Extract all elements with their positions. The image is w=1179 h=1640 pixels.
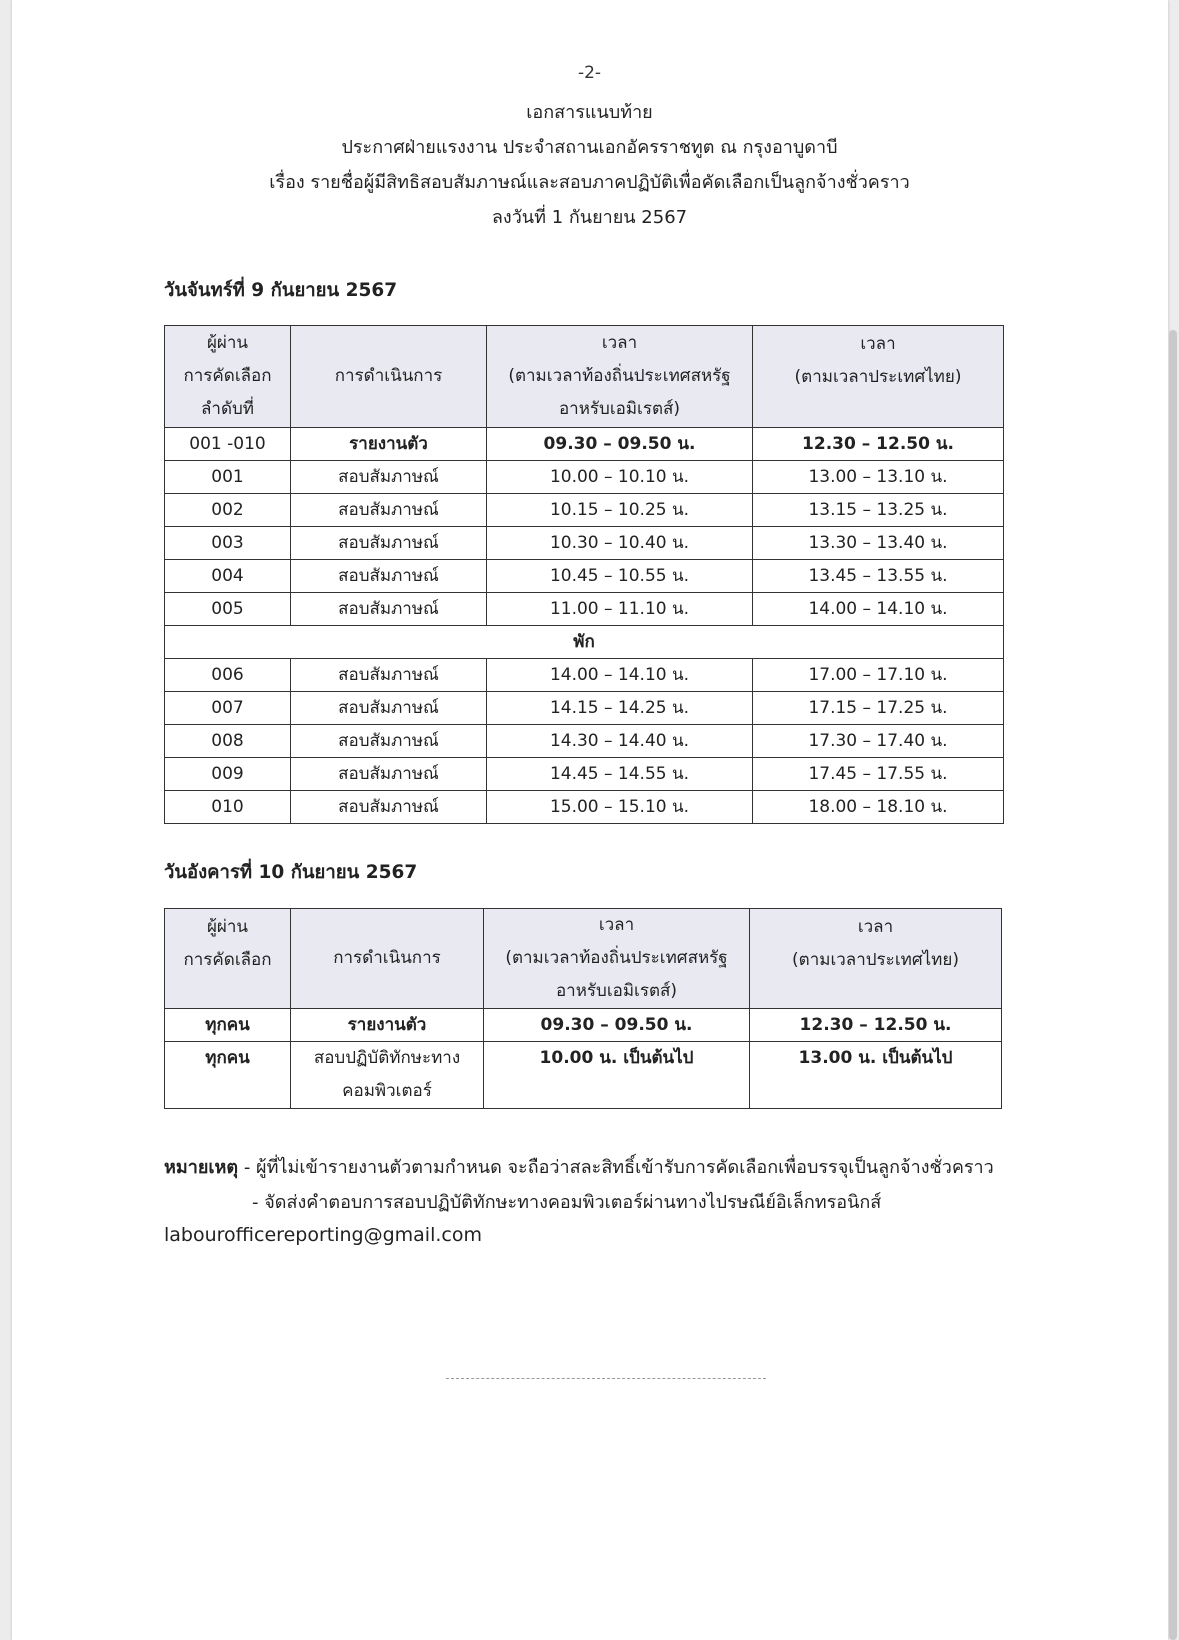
cell-local: 10.15 – 10.25 น. [487, 494, 753, 527]
cell-no: ทุกคน [165, 1009, 291, 1042]
table-row [165, 791, 1004, 824]
cell-thai: 13.30 – 13.40 น. [753, 527, 1004, 560]
note-text-1: - ผู้ที่ไม่เข้ารายงานตัวตามกำหนด จะถือว่าสละสิทธิ์เข้ารับการคัดเลือกเพื่อบรรจุเป็นลูกจ้างชั่วคราว [238, 1157, 994, 1178]
col-header-thai-time: เวลา (ตามเวลาประเทศไทย) [753, 326, 1004, 428]
cell-thai: 17.45 – 17.55 น. [753, 758, 1004, 791]
cell-action: สอบสัมภาษณ์ [291, 461, 487, 494]
email-address: labourofficereporting@gmail.com [164, 1224, 482, 1246]
col-header-candidate: ผู้ผ่าน การคัดเลือก [165, 909, 291, 1009]
day2-title: วันอังคารที่ 10 กันยายน 2567 [164, 862, 418, 883]
col-header-action: การดำเนินการ [291, 326, 487, 428]
cell-no: 005 [165, 593, 291, 626]
table-row [165, 461, 1004, 494]
cell-thai: 12.30 – 12.50 น. [750, 1009, 1002, 1042]
table-row [165, 758, 1004, 791]
day2-schedule-table [164, 908, 1002, 1109]
cell-thai: 13.00 น. เป็นต้นไป [750, 1042, 1002, 1109]
cell-action: สอบปฏิบัติทักษะทาง คอมพิวเตอร์ [291, 1042, 484, 1109]
cell-local: 10.00 – 10.10 น. [487, 461, 753, 494]
end-divider [446, 1378, 766, 1379]
cell-action: สอบสัมภาษณ์ [291, 494, 487, 527]
note-line-1 [164, 1152, 994, 1181]
cell-no: ทุกคน [165, 1042, 291, 1109]
cell-thai: 17.00 – 17.10 น. [753, 659, 1004, 692]
note-line-2: - จัดส่งคำตอบการสอบปฏิบัติทักษะทางคอมพิวเตอร์ผ่านทางไปรษณีย์อิเล็กทรอนิกส์ [252, 1192, 882, 1213]
page-number: -2- [577, 63, 602, 83]
cell-thai: 17.15 – 17.25 น. [753, 692, 1004, 725]
cell-local: 14.45 – 14.55 น. [487, 758, 753, 791]
cell-local: 15.00 – 15.10 น. [487, 791, 753, 824]
cell-thai: 13.15 – 13.25 น. [753, 494, 1004, 527]
cell-action: สอบสัมภาษณ์ [291, 560, 487, 593]
header-line-1: เอกสารแนบท้าย [526, 102, 653, 123]
cell-no: 002 [165, 494, 291, 527]
cell-no: 006 [165, 659, 291, 692]
cell-local: 14.30 – 14.40 น. [487, 725, 753, 758]
col-header-thai-time: เวลา (ตามเวลาประเทศไทย) [750, 909, 1002, 1009]
cell-local: 10.45 – 10.55 น. [487, 560, 753, 593]
table-row [165, 725, 1004, 758]
cell-no: 010 [165, 791, 291, 824]
cell-local: 14.00 – 14.10 น. [487, 659, 753, 692]
scrollbar[interactable] [1169, 330, 1177, 1640]
note-label: หมายเหตุ [164, 1157, 239, 1178]
table-row [165, 659, 1004, 692]
day1-schedule-table [164, 325, 1004, 824]
table-row [165, 527, 1004, 560]
cell-no: 003 [165, 527, 291, 560]
cell-action: สอบสัมภาษณ์ [291, 527, 487, 560]
col-header-local-time: เวลา (ตามเวลาท้องถิ่นประเทศสหรัฐ อาหรับเอมิเรตส์) [487, 326, 753, 428]
cell-action: รายงานตัว [291, 428, 487, 461]
header-line-3: เรื่อง รายชื่อผู้มีสิทธิสอบสัมภาษณ์และสอบภาคปฏิบัติเพื่อคัดเลือกเป็นลูกจ้างชั่วคราว [269, 172, 910, 193]
table-row [165, 1042, 1002, 1109]
cell-action: สอบสัมภาษณ์ [291, 758, 487, 791]
cell-local: 11.00 – 11.10 น. [487, 593, 753, 626]
cell-action: สอบสัมภาษณ์ [291, 659, 487, 692]
cell-local: 10.30 – 10.40 น. [487, 527, 753, 560]
cell-no: 001 -010 [165, 428, 291, 461]
cell-no: 001 [165, 461, 291, 494]
header-line-4: ลงวันที่ 1 กันยายน 2567 [491, 207, 688, 228]
table-row [165, 593, 1004, 626]
cell-no: 007 [165, 692, 291, 725]
cell-action: สอบสัมภาษณ์ [291, 593, 487, 626]
col-header-action: การดำเนินการ [291, 909, 484, 1009]
cell-thai: 13.00 – 13.10 น. [753, 461, 1004, 494]
cell-local: 14.15 – 14.25 น. [487, 692, 753, 725]
table-row [165, 692, 1004, 725]
table-row [165, 1009, 1002, 1042]
break-label: พัก [165, 626, 1004, 659]
col-header-candidate: ผู้ผ่าน การคัดเลือก ลำดับที่ [165, 326, 291, 428]
day1-title: วันจันทร์ที่ 9 กันยายน 2567 [164, 280, 398, 301]
cell-local: 10.00 น. เป็นต้นไป [484, 1042, 750, 1109]
cell-thai: 17.30 – 17.40 น. [753, 725, 1004, 758]
table-row [165, 428, 1004, 461]
cell-action: รายงานตัว [291, 1009, 484, 1042]
col-header-local-time: เวลา (ตามเวลาท้องถิ่นประเทศสหรัฐ อาหรับเอมิเรตส์) [484, 909, 750, 1009]
cell-no: 008 [165, 725, 291, 758]
cell-thai: 13.45 – 13.55 น. [753, 560, 1004, 593]
cell-local: 09.30 – 09.50 น. [487, 428, 753, 461]
cell-thai: 14.00 – 14.10 น. [753, 593, 1004, 626]
cell-no: 009 [165, 758, 291, 791]
cell-local: 09.30 – 09.50 น. [484, 1009, 750, 1042]
table-row [165, 494, 1004, 527]
cell-thai: 18.00 – 18.10 น. [753, 791, 1004, 824]
cell-action: สอบสัมภาษณ์ [291, 791, 487, 824]
header-line-2: ประกาศฝ่ายแรงงาน ประจำสถานเอกอัครราชทูต ณ กรุงอาบูดาบี [341, 137, 838, 158]
cell-no: 004 [165, 560, 291, 593]
table-row [165, 560, 1004, 593]
cell-action: สอบสัมภาษณ์ [291, 692, 487, 725]
break-row [165, 626, 1004, 659]
cell-thai: 12.30 – 12.50 น. [753, 428, 1004, 461]
cell-action: สอบสัมภาษณ์ [291, 725, 487, 758]
